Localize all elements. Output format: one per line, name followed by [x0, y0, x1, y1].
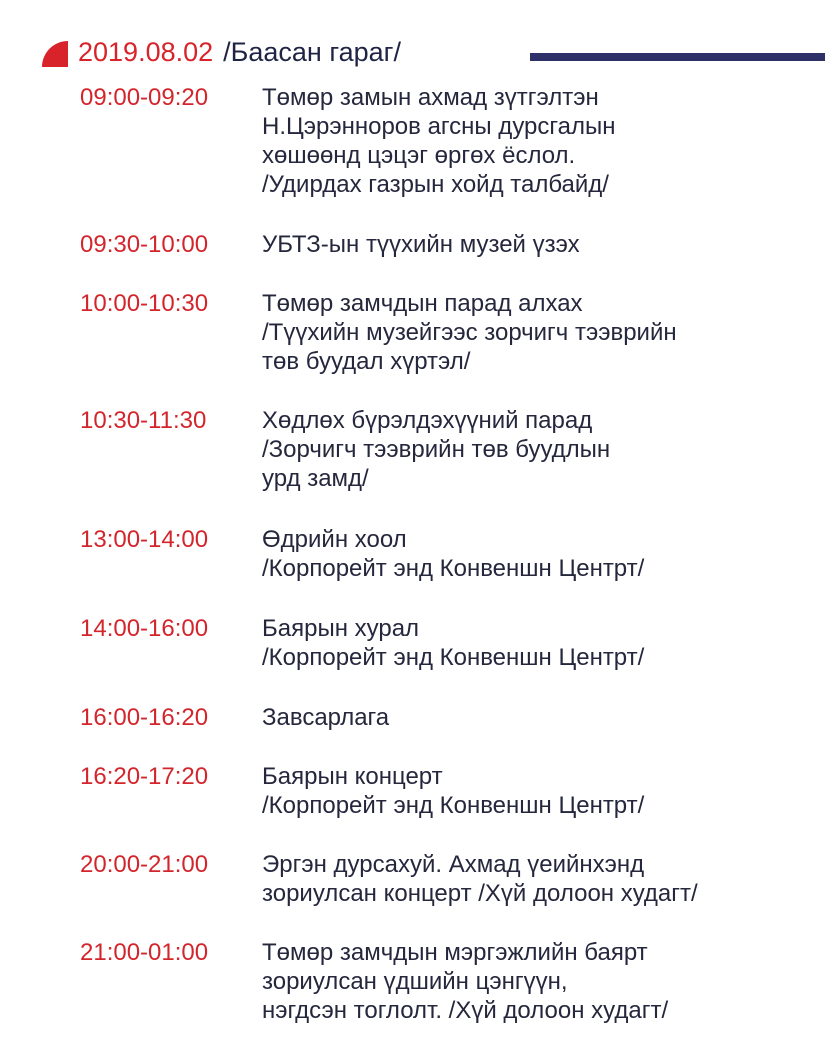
schedule-description-line: Баярын хурал — [262, 615, 420, 642]
schedule-description-line: зориулсан үдшийн цэнгүүн, — [262, 968, 568, 995]
schedule-description-line: Хөдлөх бүрэлдэхүүний парад — [262, 407, 593, 434]
schedule-time: 16:00-16:20 — [80, 704, 209, 731]
schedule-description — [262, 230, 812, 259]
schedule-description-line: Эргэн дурсахуй. Ахмад үеийнхэнд — [262, 851, 645, 878]
schedule-time: 09:00-09:20 — [80, 84, 209, 111]
schedule-description-line: Төмөр замчдын парад алхах — [262, 290, 583, 317]
schedule-description-line: урд замд/ — [262, 465, 369, 492]
schedule-time: 09:30-10:00 — [80, 231, 209, 258]
schedule-description — [262, 406, 812, 493]
schedule-time: 10:00-10:30 — [80, 290, 209, 317]
schedule-description — [262, 703, 812, 732]
header-date: 2019.08.02 — [78, 36, 214, 67]
schedule-description-line: Өдрийн хоол — [262, 526, 407, 553]
schedule-description-line: /Корпорейт энд Конвеншн Центрт/ — [262, 555, 645, 582]
header-weekday: /Баасан гараг/ — [223, 36, 401, 67]
schedule-description-line: УБТЗ-ын түүхийн музей үзэх — [262, 231, 580, 258]
schedule-description-line: нэгдсэн тоглолт. /Хүй долоон худагт/ — [262, 997, 669, 1024]
schedule-description-line: Завсарлага — [262, 704, 390, 731]
schedule-time: 21:00-01:00 — [80, 939, 209, 966]
schedule-description — [262, 762, 812, 820]
schedule-description-line: /Корпорейт энд Конвеншн Центрт/ — [262, 644, 645, 671]
schedule-description-line: Баярын концерт — [262, 763, 443, 790]
schedule-description-line: төв буудал хүртэл/ — [262, 348, 471, 375]
schedule-description-line: /Удирдах газрын хойд талбайд/ — [262, 171, 609, 198]
schedule-time: 13:00-14:00 — [80, 526, 209, 553]
schedule-description-line: Төмөр замчдын мэргэжлийн баярт — [262, 939, 648, 966]
schedule-description — [262, 83, 812, 199]
schedule-time: 16:20-17:20 — [80, 763, 209, 790]
schedule-description-line: /Түүхийн музейгээс зорчигч тээврийн — [262, 319, 677, 346]
schedule-description — [262, 289, 812, 376]
schedule-description-line: зориулсан концерт /Хүй долоон худагт/ — [262, 880, 698, 907]
schedule-time: 20:00-21:00 — [80, 851, 209, 878]
schedule-description — [262, 938, 812, 1025]
schedule-description-line: /Корпорейт энд Конвеншн Центрт/ — [262, 792, 645, 819]
schedule-description-line: хөшөөнд цэцэг өргөх ёслол. — [262, 142, 576, 169]
schedule-description — [262, 614, 812, 672]
schedule-description-line: Н.Цэрэнноров агсны дурсгалын — [262, 113, 616, 140]
schedule-description-line: Төмөр замын ахмад зүтгэлтэн — [262, 84, 599, 111]
schedule-description — [262, 850, 812, 908]
schedule-description-line: /Зорчигч тээврийн төв буудлын — [262, 436, 611, 463]
schedule-time: 14:00-16:00 — [80, 615, 209, 642]
schedule-description — [262, 525, 812, 583]
schedule-time: 10:30-11:30 — [80, 407, 207, 434]
